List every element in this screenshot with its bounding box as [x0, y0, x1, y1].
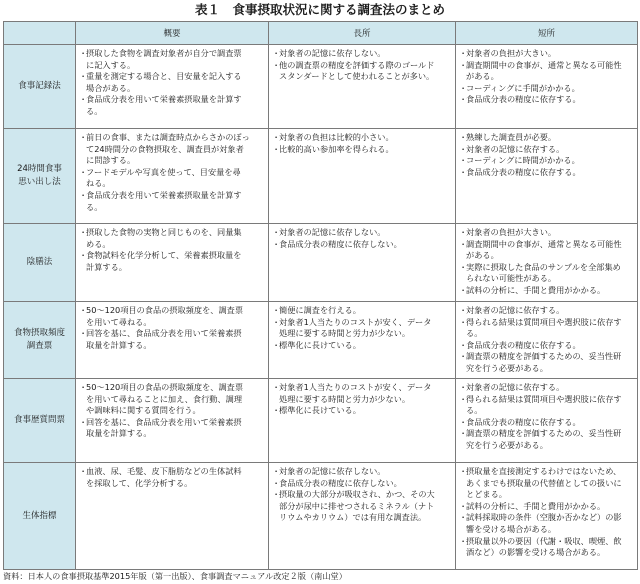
- header-row: [4, 22, 638, 45]
- table-row: [4, 302, 638, 379]
- list-item: ・ 重量を測定する場合と、目安量を記入する 場合がある。: [79, 71, 266, 94]
- list-item: ・ 摂取量を直接測定するわけではないため、 あくまでも摂取量の代替値としての扱いに とどまる。: [459, 466, 635, 501]
- list-item: ・ 対象者の負担が大きい。: [459, 48, 635, 60]
- overview-cell: [76, 379, 269, 463]
- list-item: ・ 実際に摂取した食品のサンプルを全部集め られない可能性がある。: [459, 262, 635, 285]
- list-item: ・ 対象者の負担は比較的小さい。: [272, 132, 453, 144]
- pros-cell: [269, 463, 456, 570]
- list-item: ・ 比較的高い参加率を得られる。: [272, 144, 453, 156]
- pros-cell: [269, 45, 456, 129]
- list-item: ・ 摂取量の大部分が吸収され、かつ、その大 部分が尿中に排せつされるミネラル（ナト リウムやカリウム）では有用な調査法。: [272, 489, 453, 524]
- table-row: [4, 224, 638, 302]
- list-item: ・ 得られる結果は質問項目や選択肢に依存す る。: [459, 317, 635, 340]
- list-item: ・ コーディングに手間がかかる。: [459, 83, 635, 95]
- cons-cell: [456, 45, 638, 129]
- list-item: ・ 食品成分表の精度に依存する。: [459, 340, 635, 352]
- header-corner: [4, 22, 76, 45]
- list-item: ・ 試料の分析に、手間と費用がかかる。: [459, 501, 635, 513]
- survey-methods-table: [3, 21, 638, 570]
- cons-cell: [456, 463, 638, 570]
- list-item: ・ 前日の食事、または調査時点からさかのぼっ て24時間分の食物摂取を、調査員が対象者 に問診する。: [79, 132, 266, 167]
- cons-cell: [456, 129, 638, 224]
- list-item: ・ 食品成分表の精度に依存しない。: [272, 478, 453, 490]
- method-label: 陰膳法: [4, 224, 76, 302]
- header-overview: 概要: [76, 22, 269, 45]
- header-cons: 短所: [456, 22, 638, 45]
- table-row: [4, 379, 638, 463]
- list-item: ・ 調査票の精度を評価するための、妥当性研 究を行う必要がある。: [459, 428, 635, 451]
- list-item: ・ 試料採取時の条件（空腹か否かなど）の影 響を受ける場合がある。: [459, 512, 635, 535]
- overview-cell: [76, 302, 269, 379]
- overview-cell: [76, 129, 269, 224]
- list-item: ・ 50～120項目の食品の摂取頻度を、調査票 を用いて尋ねる。: [79, 305, 266, 328]
- method-label: 生体指標: [4, 463, 76, 570]
- list-item: ・ 熟練した調査員が必要。: [459, 132, 635, 144]
- pros-cell: [269, 129, 456, 224]
- cons-cell: [456, 379, 638, 463]
- list-item: ・ 対象者の負担が大きい。: [459, 227, 635, 239]
- overview-cell: [76, 463, 269, 570]
- list-item: ・ 食品成分表を用いて栄養素摂取量を計算す る。: [79, 94, 266, 117]
- list-item: ・ 対象者の記憶に依存しない。: [272, 466, 453, 478]
- list-item: ・ 調査票の精度を評価するための、妥当性研 究を行う必要がある。: [459, 351, 635, 374]
- overview-cell: [76, 45, 269, 129]
- list-item: ・ 摂取した食物の実物と同じものを、同量集 める。: [79, 227, 266, 250]
- list-item: ・ 対象者の記憶に依存する。: [459, 144, 635, 156]
- table-row: [4, 463, 638, 570]
- pros-cell: [269, 302, 456, 379]
- list-item: ・ 50～120項目の食品の摂取頻度を、調査票 を用いて尋ねることに加え、食行動、調理 や調味料に関する質問を行う。: [79, 382, 266, 417]
- table-row: [4, 129, 638, 224]
- method-label: 食事記録法: [4, 45, 76, 129]
- pros-cell: [269, 224, 456, 302]
- list-item: ・ 標準化に長けている。: [272, 340, 453, 352]
- list-item: ・ 調査期間中の食事が、通常と異なる可能性 がある。: [459, 60, 635, 83]
- list-item: ・ フードモデルや写真を使って、目安量を尋 ねる。: [79, 167, 266, 190]
- list-item: ・ 血液、尿、毛髪、皮下脂肪などの生体試料 を採取して、化学分析する。: [79, 466, 266, 489]
- list-item: ・ 得られる結果は質問項目や選択肢に依存す る。: [459, 394, 635, 417]
- list-item: ・ 簡便に調査を行える。: [272, 305, 453, 317]
- method-label: 食物摂取頻度 調査票: [4, 302, 76, 379]
- list-item: ・ 食品成分表の精度に依存する。: [459, 167, 635, 179]
- list-item: ・ 対象者の記憶に依存しない。: [272, 48, 453, 60]
- list-item: ・ 他の調査票の精度を評価する際のゴールド スタンダードとして使われることが多い。: [272, 60, 453, 83]
- overview-cell: [76, 224, 269, 302]
- list-item: ・ 標準化に長けている。: [272, 405, 453, 417]
- list-item: ・ 摂取量以外の要因（代謝・吸収、喫煙、飲 酒など）の影響を受ける場合がある。: [459, 536, 635, 559]
- list-item: ・ 食品成分表の精度に依存する。: [459, 94, 635, 106]
- table-title: 表１ 食事摂取状況に関する調査法のまとめ: [194, 2, 445, 17]
- list-item: ・ 対象者1人当たりのコストが安く、データ 処理に要する時間と労力が少ない。: [272, 317, 453, 340]
- table-row: [4, 45, 638, 129]
- cons-cell: [456, 224, 638, 302]
- cons-cell: [456, 302, 638, 379]
- list-item: ・ 食品成分表の精度に依存しない。: [272, 239, 453, 251]
- list-item: ・ 食品成分表を用いて栄養素摂取量を計算す る。: [79, 190, 266, 213]
- list-item: ・ 対象者の記憶に依存する。: [459, 382, 635, 394]
- list-item: ・ 回答を基に、食品成分表を用いて栄養素摂 取量を計算する。: [79, 328, 266, 351]
- header-pros: 長所: [269, 22, 456, 45]
- list-item: ・ コーディングに時間がかかる。: [459, 155, 635, 167]
- list-item: ・ 回答を基に、食品成分表を用いて栄養素摂 取量を計算する。: [79, 417, 266, 440]
- list-item: ・ 食品成分表の精度に依存する。: [459, 417, 635, 429]
- list-item: ・ 試料の分析に、手間と費用がかかる。: [459, 285, 635, 297]
- list-item: ・ 対象者の記憶に依存する。: [459, 305, 635, 317]
- pros-cell: [269, 379, 456, 463]
- list-item: ・ 対象者の記憶に依存しない。: [272, 227, 453, 239]
- method-label: 24時間食事 思い出し法: [4, 129, 76, 224]
- method-label: 食事歴質問票: [4, 379, 76, 463]
- list-item: ・ 調査期間中の食事が、通常と異なる可能性 がある。: [459, 239, 635, 262]
- source-note: 資料：日本人の食事摂取基準2015年版（第一出版）、食事調査マニュアル改定２版（南山堂）: [3, 571, 347, 581]
- list-item: ・ 摂取した食物を調査対象者が自分で調査票 に記入する。: [79, 48, 266, 71]
- list-item: ・ 食物試料を化学分析して、栄養素摂取量を 計算する。: [79, 250, 266, 273]
- list-item: ・ 対象者1人当たりのコストが安く、データ 処理に要する時間と労力が少ない。: [272, 382, 453, 405]
